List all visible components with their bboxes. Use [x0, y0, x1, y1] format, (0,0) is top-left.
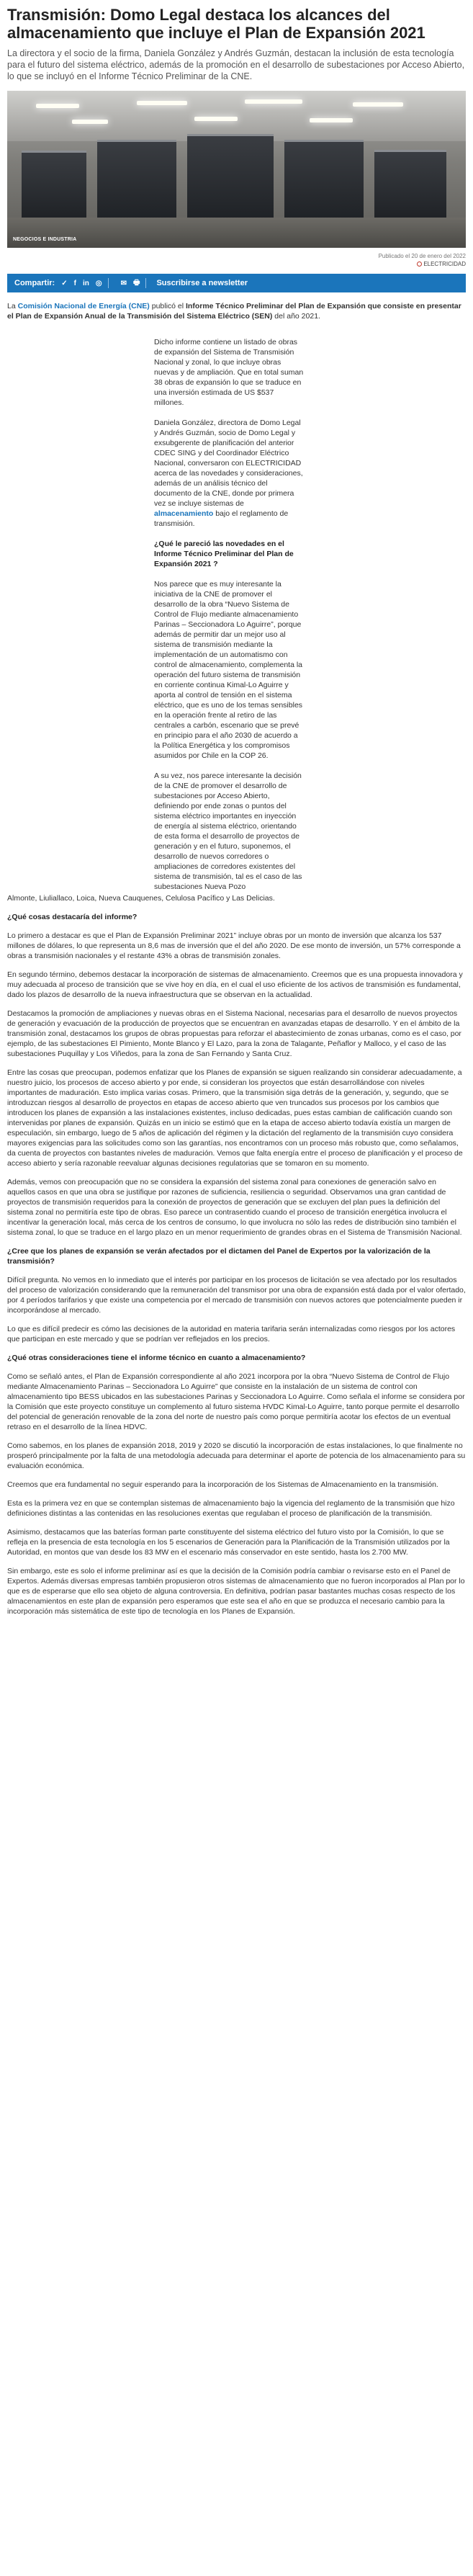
paragraph: Como se señaló antes, el Plan de Expansión correspondiente al año 2021 incorpora por la obra “Nuevo Sistema de Control de Flujo mediante Almacenamiento Parinas – Seccionadora Lo Aguirre” que consiste en la instalación de un sistema de control con almacenamiento tipo BESS ubicados en las subestaciones Parinas y Seccionadora Lo Aguirre. Como señala el informe se considera por la Comisión que este proyecto constituye un complemento al futuro sistema HVDC Kimal-Lo Aguirre, tanto porque permite el desarrollo del potencial de generación renovable de la zona del norte de nuestro país como porque permitiría acotar los efectos de un eventual retraso en el desarrollo de la línea HDVC. [7, 1372, 465, 1431]
ad-space [7, 327, 154, 892]
cne-link[interactable]: Comisión Nacional de Energía (CNE) [17, 302, 150, 310]
inline-ad-column-layout [7, 327, 466, 892]
twitter-icon[interactable]: ✓ [61, 279, 68, 287]
paragraph: En segundo término, debemos destacar la incorporación de sistemas de almacenamiento. Creemos que es una propuesta innovadora y muy adecuada al proceso de transición que se vive hoy en día, en el cual el uso eficiente de los activos de transmisión es fundamental, dado los plazos de desarrollo de la nueva infraestructura que se observan en la actualidad. [7, 970, 463, 999]
paragraph: Asimismo, destacamos que las baterías forman parte constituyente del sistema eléctrico del futuro visto por la Comisión, lo que se refleja en la presencia de esta tecnología en los 5 escenarios de Generación para la Planificación de la Transmisión utilizados por la Autoridad, en montos que van desde los 83 MW en el escenario más conservador en este sentido, hasta los 2.700 MW. [7, 1528, 450, 1557]
paragraph: Como sabemos, en los planes de expansión 2018, 2019 y 2020 se discutió la incorporación de estas instalaciones, lo que finalmente no prosperó principalmente por la falta de una metodología adecuada para determinar el aporte de potencia de los almacenamiento para su evaluación económica. [7, 1441, 466, 1470]
paragraph: Destacamos la promoción de ampliaciones y nuevas obras en el Sistema Nacional, necesarias para el desarrollo de nuevos proyectos de generación y evacuación de la producción de proyectos que se encuentran en avanzadas etapas de desarrollo. Y en el ámbito de la transmisión zonal, destacamos los grupos de obras propuestas para reforzar el abastecimiento de zonas urbanas, como es el caso, por ejemplo, de las subestaciones El Pimiento, Monte Blanco y El Lazo, para la zona de Talagante, Peñaflor y Malloco, y el caso de las subestaciones Puquillay y Los Viñedos, para la zona de San Fernando y Santa Cruz. [7, 1009, 461, 1058]
paragraph: Nos parece que es muy interesante la iniciativa de la CNE de promover el desarrollo de la obra “Nuevo Sistema de Control de Flujo mediante almacenamiento Parinas – Seccionadora Lo Aguirre”, porque además de permitir dar un mejor uso al sistema de transmisión mediante la implementación de un automatismo con control de almacenamiento, complementa la operación del futuro sistema de transmisión en corriente continua Kimal-Lo Aguirre y aporta al control de tensión en el sistema eléctrico, que es uno de los temas sensibles en la operación frente al retiro de las centrales a carbón, escenario que se prevé en principio para el año 2030 de acuerdo a la Política Energética y los compromisos asumidos por Chile en la COP 26. [154, 580, 303, 760]
category-icon [417, 261, 422, 267]
paragraph: Lo que es difícil predecir es cómo las decisiones de la autoridad en materia tarifaria serán internalizadas como riesgos por los actores que participan en este mercado y que se podrían ver reflejados en los precios. [7, 1325, 456, 1343]
paragraph: Daniela González, directora de Domo Legal y Andrés Guzmán, socio de Domo Legal y exsubgerente de planificación del anterior CDEC SING y del Coordinador Eléctrico Nacional, conversaron con ELECTRICIDAD acerca de las novedades y consideraciones, además de un análisis técnico del documento de la CNE, donde por primera vez se incluye sistemas de almacenamiento bajo el reglamento de transmisión. [154, 419, 303, 528]
paragraph: Almonte, Liuliallaco, Loica, Nueva Cauquenes, Celulosa Pacífico y Las Delicias. [7, 894, 275, 903]
paragraph: Sin embargo, este es solo el informe preliminar así es que la decisión de la Comisión podría cambiar o revisarse esto en el Panel de Expertos. Además diversas empresas también propusieron otros sistemas de almacenamiento que no fueron incorporados al Plan por lo que es de esperarse que ello sea objeto de alguna controversia. En definitiva, podrían pasar bastantes muchas cosas respecto de los almacenamientos en este plan de expansión pero esperamos que este sea el año en que se produzca el necesario cambio para la incorporación más sistemática de este tipo de tecnología en los Planes de Expansión. [7, 1567, 465, 1616]
publish-date: Publicado el 20 de enero del 2022 [378, 253, 466, 259]
intro-paragraph: La Comisión Nacional de Energía (CNE) publicó el Informe Técnico Preliminar del Plan de Expansión que consiste en presentar el Plan de Expansión Anual de la Transmisión del Sistema Eléctrico (SEN) del año 2021. [7, 302, 461, 321]
question-heading: ¿Cree que los planes de expansión se verán afectados por el dictamen del Panel de Expertos por la valorización de la transmisión? [7, 1247, 431, 1266]
paragraph: Entre las cosas que preocupan, podemos enfatizar que los Planes de expansión se siguen realizando sin considerar adecuadamente, a nuestro juicio, los procesos de acceso abierto y por ende, si consideran los proyectos que están desarrollándose con niveles importantes de maduración. Esto implica varias cosas. Primero, que la transmisión siga detrás de la generación, y, segundo, que se introduzcan riesgos al desarrollo de proyectos en etapas de acceso abierto que ven truncados sus procesos por los cambios que introducen los planes de expansión a las instalaciones existentes, incluso dedicadas, pues estas cambian de calificación cuando son intervenidas por planes de expansión. Quizás en un inicio se estimó que en la etapa de acceso abierto todavía existía un margen de especulación, sin embargo, luego de 5 años de aplicación del régimen y la dictación del reglamento de la transmisión cuyo considera mayores exigencias para las solicitudes como son las garantías, nos encontramos con un proceso más robusto que, como señalamos, da cuenta de proyectos con bastantes niveles de maduración. Vemos que falta energía entre el proceso de planificación y el proceso de acceso abierto y sería razonable reevaluar algunas decisiones regulatorias que se tomaron en su momento. [7, 1068, 463, 1168]
question-heading: ¿Qué otras consideraciones tiene el informe técnico en cuanto a almacenamiento? [7, 1354, 306, 1362]
paragraph: Creemos que era fundamental no seguir esperando para la incorporación de los Sistemas de Almacenamiento en la transmisión. [7, 1480, 438, 1489]
email-icon[interactable]: ✉ [120, 279, 127, 287]
article-column [154, 327, 305, 892]
paragraph: Lo primero a destacar es que el Plan de Expansión Preliminar 2021” incluye obras por un monto de inversión que alcanza los 537 millones de dólares, lo que representa un 8,6 mas de inversión que el del año 2020. De ese monto de inversión, un 57% corresponde a obras a transmisión nacionales y el restante 43% a obras de transmisión zonales. [7, 931, 461, 960]
question-heading: ¿Qué cosas destacaría del informe? [7, 913, 138, 921]
hero-image[interactable] [7, 91, 466, 248]
paragraph: Difícil pregunta. No vemos en lo inmediato que el interés por participar en los procesos de licitación se vea afectado por los resultados del proceso de valorización considerando que la remuneración del transmisor por una obra de expansión está dada por el valor ofertado, por 4 períodos tarifarios y que existe una competencia por el mercado de transmisión con nuevos actores que potencialmente pueden ir incorporándose al mercado. [7, 1276, 466, 1315]
print-icon[interactable]: 🖶 [132, 278, 140, 287]
share-bar [7, 274, 466, 292]
category-link[interactable]: ELECTRICIDAD [423, 261, 466, 267]
facebook-icon[interactable]: f [73, 279, 76, 287]
publication-info [7, 252, 466, 268]
newsletter-subscribe-link[interactable]: Suscribirse a newsletter [156, 279, 248, 287]
paragraph: Esta es la primera vez en que se contemplan sistemas de almacenamiento bajo la vigencia del reglamento de la transmisión que hizo definiciones distintas a las contenidas en las resoluciones exentas que regulaban el proceso de planificación de la transmisión. [7, 1499, 455, 1518]
paragraph: Además, vemos con preocupación que no se considera la expansión del sistema zonal para conexiones de generación salvo en aquellos casos en que una obra se justifique por razones de suficiencia, resiliencia o seguridad. Observamos una gran cantidad de proyectos de transmisión requeridos para la conexión de proyectos de generación que se excluyen del plan pues la definición del sistema zonal no permitiría este tipo de obras. Eso parece un contrasentido cuando el proceso de transición energética involucra el incentivar la generación local, más cerca de los centros de consumo, lo que involucra no sólo las redes de distribución sino también el sistema zonal, lo que se traduce en el largo plazo en un menor requerimiento de grandes obras en el Sistema de Transmisión Nacional. [7, 1178, 462, 1237]
linkedin-icon[interactable]: in [82, 279, 89, 287]
share-divider [145, 278, 146, 288]
whatsapp-icon[interactable]: ◎ [95, 279, 102, 287]
article-lead: La directora y el socio de la firma, Daniela González y Andrés Guzmán, destacan la inclusión de esta tecnología para el futuro del sistema eléctrico, además de la promoción en el desarrollo de subestaciones por Acceso Abierto, lo que se incluyó en el Informe Técnico Preliminar de la CNE. [7, 48, 465, 81]
question-heading: ¿Qué le pareció las novedades en el Informe Técnico Preliminar del Plan de Expansión 2021 ? [154, 540, 294, 568]
article-title: Transmisión: Domo Legal destaca los alcances del almacenamiento que incluye el Plan de Expansión 2021 [7, 6, 425, 42]
article-body [7, 893, 466, 1616]
paragraph: A su vez, nos parece interesante la decisión de la CNE de promover el desarrollo de subestaciones por Acceso Abierto, definiendo por ende zonas o puntos del sistema eléctrico importantes en inyección de energía al sistema eléctrico, orientando de esta forma el desarrollo de proyectos de generación y en el futuro, suponemos, el desarrollo de nuevos corredores o ampliaciones de corredores existentes del sistema de transmisión, tal es el caso de las subestaciones Nueva Pozo [154, 772, 302, 891]
almacenamiento-link[interactable]: almacenamiento [154, 509, 214, 518]
share-label: Compartir: [14, 279, 55, 287]
share-divider [108, 278, 109, 288]
image-category-tag: NEGOCIOS E INDUSTRIA [13, 237, 77, 242]
paragraph: Dicho informe contiene un listado de obras de expansión del Sistema de Transmisión Nacional y zonal, lo que incluye obras nuevas y de ampliación. Que en total suman 38 obras de expansión lo que se traduce en una inversión estimada de US $537 millones. [154, 338, 304, 407]
